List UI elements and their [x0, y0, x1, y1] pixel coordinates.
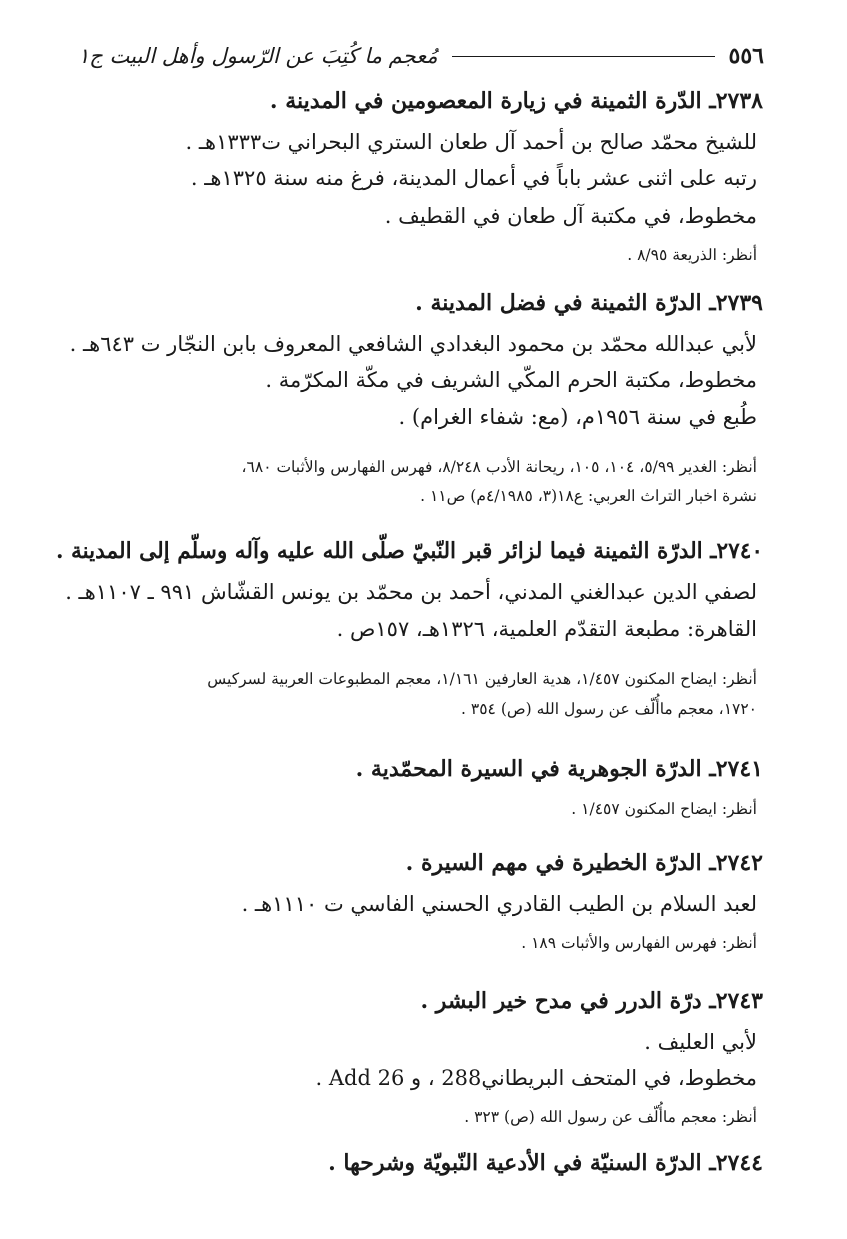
reference-line: أنظر: ايضاح المكنون ١/٤٥٧ . — [571, 800, 757, 818]
entry-line: رتبه على اثنى عشر باباً في أعمال المدينة، فرغ منه سنة ١٣٢٥هـ . — [190, 166, 757, 190]
entry-line: القاهرة: مطبعة التقدّم العلمية، ١٣٢٦هـ، ١٥٧ص . — [336, 617, 757, 641]
entry-line: لأبي العليف . — [644, 1030, 757, 1054]
reference-line: أنظر: الذريعة ٨/٩٥ . — [627, 246, 757, 264]
entry-line: لأبي عبدالله محمّد بن محمود البغدادي الشافعي المعروف بابن النجّار ت ٦٤٣هـ . — [69, 332, 757, 356]
reference-line: نشرة اخبار التراث العربي: ع١٨(٣، ٤/١٩٨٥م) ص١١ . — [420, 487, 757, 505]
reference-line: أنظر: فهرس الفهارس والأثبات ١٨٩ . — [521, 934, 757, 952]
entry-heading: ٢٧٣٩ـ الدرّة الثمينة في فضل المدينة . — [415, 290, 763, 316]
entry-heading: ٢٧٤٤ـ الدرّة السنيّة في الأدعية النّبويّة وشرحها . — [328, 1150, 763, 1176]
entry-line: طُبع في سنة ١٩٥٦م، (مع: شفاء الغرام) . — [398, 405, 757, 429]
running-title: مُعجم ما كُتِبَ عن الرّسول وأهل البيت ج١ — [78, 44, 438, 68]
entry-line: مخطوط، في المتحف البريطاني288 ، و Add 26 . — [315, 1066, 757, 1090]
entry-heading: ٢٧٤٠ـ الدرّة الثمينة فيما لزائر قبر النّبيّ صلّى الله عليه وآله وسلّم إلى المدينة . — [56, 538, 763, 564]
reference-line: أنظر: معجم ماأُلّف عن رسول الله (ص) ٣٢٣ . — [464, 1108, 757, 1126]
entry-line: مخطوط، في مكتبة آل طعان في القطيف . — [384, 204, 757, 228]
entry-line: لعبد السلام بن الطيب القادري الحسني الفاسي ت ١١١٠هـ . — [241, 892, 757, 916]
page-number: ٥٥٦ — [728, 43, 764, 69]
entry-heading: ٢٧٤٣ـ درّة الدرر في مدح خير البشر . — [420, 988, 763, 1014]
header-rule — [452, 56, 715, 57]
reference-line: ١٧٢٠، معجم ماأُلّف عن رسول الله (ص) ٣٥٤ . — [461, 700, 757, 718]
reference-line: أنظر: ايضاح المكنون ١/٤٥٧، هدية العارفين ١/١٦١، معجم المطبوعات العربية لسركيس — [207, 670, 757, 688]
entry-heading: ٢٧٤٢ـ الدرّة الخطيرة في مهم السيرة . — [405, 850, 763, 876]
entry-line: لصفي الدين عبدالغني المدني، أحمد بن محمّد بن يونس القشّاش ٩٩١ ـ ١١٠٧هـ . — [65, 580, 757, 604]
entry-heading: ٢٧٤١ـ الدرّة الجوهرية في السيرة المحمّدية . — [355, 756, 763, 782]
reference-line: أنظر: الغدير ٥/٩٩، ١٠٤، ١٠٥، ريحانة الأدب ٨/٢٤٨، فهرس الفهارس والأثبات ٦٨٠، — [241, 458, 757, 476]
entry-heading: ٢٧٣٨ـ الدّرة الثمينة في زيارة المعصومين في المدينة . — [269, 88, 763, 114]
page-header — [78, 40, 764, 72]
entry-line: مخطوط، مكتبة الحرم المكّي الشريف في مكّة المكرّمة . — [265, 368, 757, 392]
entry-line: للشيخ محمّد صالح بن أحمد آل طعان الستري البحراني ت١٣٣٣هـ . — [185, 130, 757, 154]
